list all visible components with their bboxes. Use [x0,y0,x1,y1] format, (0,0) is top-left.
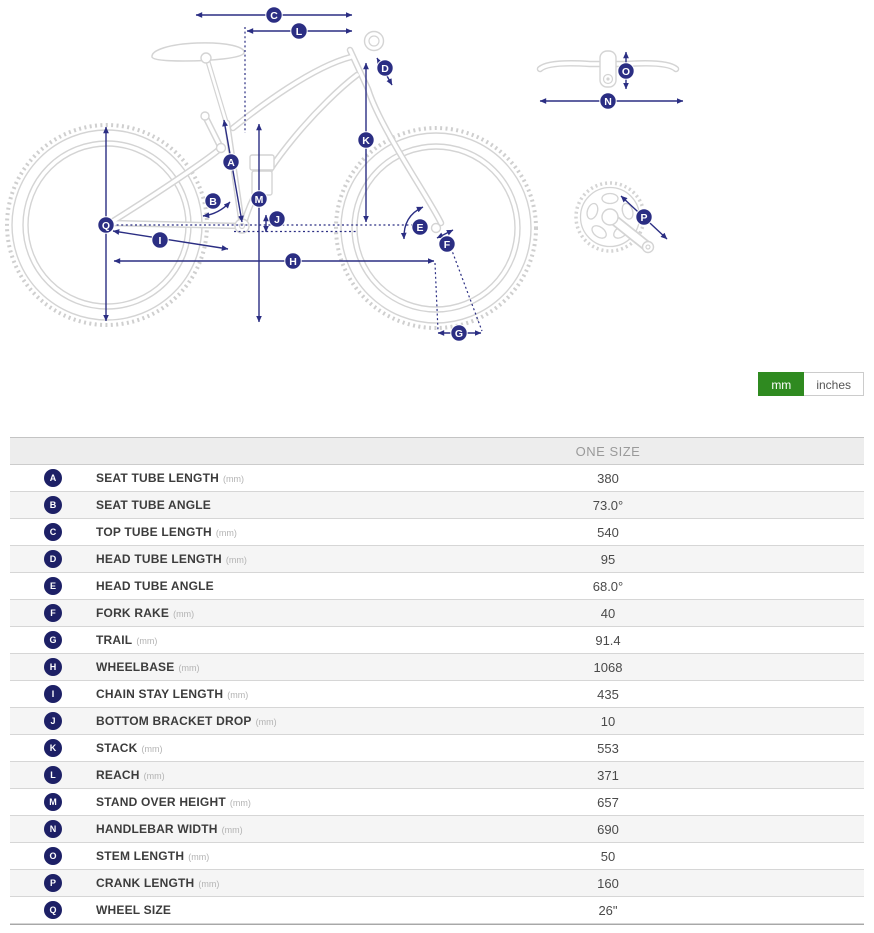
table-header-row [10,438,864,465]
row-label: TRAIL [96,633,133,647]
row-value: 10 [600,713,616,729]
row-letter-badge: D [44,550,62,568]
diagram-label-q [98,217,114,233]
svg-text:K: K [362,134,370,147]
table-row [10,546,864,573]
rear-shock [250,155,274,195]
diagram-label-l [291,23,307,39]
row-label: HEAD TUBE ANGLE [96,579,214,593]
diagram-label-i [152,232,168,248]
row-letter-badge: G [44,631,62,649]
handlebar-grip [365,32,384,51]
row-label: HANDLEBAR WIDTH [96,822,218,836]
table-row [10,627,864,654]
row-unit: (mm) [229,798,251,808]
bike-frame [110,32,441,234]
table-row [10,816,864,843]
svg-text:M: M [254,193,264,206]
row-value: 540 [597,524,619,540]
row-label: STACK [96,741,138,755]
diagram-label-d [377,60,393,76]
svg-text:H: H [289,255,297,268]
row-value: 26" [598,902,618,918]
svg-text:Q: Q [101,219,111,232]
inches-toggle-button[interactable]: inches [804,372,864,396]
table-row [10,573,864,600]
row-label: WHEELBASE [96,660,175,674]
table-body [10,465,864,924]
diagram-label-j [269,211,285,227]
unit-toggle [758,372,864,396]
svg-text:A: A [227,156,235,169]
row-label: SEAT TUBE LENGTH [96,471,219,485]
table-row [10,681,864,708]
svg-text:P: P [640,211,648,224]
bike-geometry-diagram [0,0,874,360]
row-letter-badge: M [44,793,62,811]
geometry-table [10,437,864,925]
row-letter-badge: O [44,847,62,865]
row-value: 160 [597,875,619,891]
row-value: 91.4 [595,632,621,648]
svg-text:N: N [604,95,612,108]
row-value: 690 [597,821,619,837]
table-row [10,843,864,870]
row-letter-badge: K [44,739,62,757]
row-letter-badge: C [44,523,62,541]
row-unit: (mm) [136,636,158,646]
table-row [10,870,864,897]
row-label: TOP TUBE LENGTH [96,525,212,539]
row-unit: (mm) [222,474,244,484]
row-unit: (mm) [188,852,210,862]
svg-text:G: G [454,327,464,340]
row-unit: (mm) [198,879,220,889]
svg-text:E: E [416,221,424,234]
row-value: 1068 [593,659,623,675]
diagram-label-n [600,93,616,109]
row-letter-badge: P [44,874,62,892]
crank-spindle [602,209,618,225]
handlebar-top-view [540,51,676,87]
row-value: 380 [597,470,619,486]
row-letter-badge: J [44,712,62,730]
row-label: REACH [96,768,140,782]
svg-text:L: L [295,25,303,38]
row-label: CRANK LENGTH [96,876,195,890]
diagram-label-h [285,253,301,269]
row-value: 95 [600,551,616,567]
diagram-label-e [412,219,428,235]
row-label: STAND OVER HEIGHT [96,795,226,809]
size-column-header: ONE SIZE [575,443,641,459]
diagram-label-c [266,7,282,23]
row-letter-badge: E [44,577,62,595]
svg-text:I: I [158,234,162,247]
seat-clamp [201,53,211,63]
table-row [10,519,864,546]
row-label: CHAIN STAY LENGTH [96,687,224,701]
row-value: 435 [597,686,619,702]
row-label: FORK RAKE [96,606,170,620]
row-letter-badge: I [44,685,62,703]
svg-text:F: F [443,238,451,251]
row-unit: (mm) [143,771,165,781]
row-unit: (mm) [215,528,237,538]
row-label: STEM LENGTH [96,849,185,863]
row-letter-badge: Q [44,901,62,919]
bike-diagram-svg [0,0,874,360]
pedal-hole [643,242,654,253]
row-label: HEAD TUBE LENGTH [96,552,222,566]
diagram-label-o [618,63,634,79]
saddle [152,43,244,61]
diagram-label-f [439,236,455,252]
row-letter-badge: A [44,469,62,487]
diagram-label-m [251,191,267,207]
diagram-label-g [451,325,467,341]
row-value: 40 [600,605,616,621]
mm-toggle-button[interactable]: mm [758,372,804,396]
svg-text:J: J [274,213,280,226]
row-letter-badge: F [44,604,62,622]
table-row [10,492,864,519]
table-row [10,762,864,789]
row-value: 50 [600,848,616,864]
row-unit: (mm) [255,717,277,727]
row-label: WHEEL SIZE [96,903,172,917]
svg-text:C: C [270,9,278,22]
table-row [10,735,864,762]
row-label: SEAT TUBE ANGLE [96,498,212,512]
table-row [10,708,864,735]
row-unit: (mm) [227,690,249,700]
row-value: 553 [597,740,619,756]
row-letter-badge: B [44,496,62,514]
toggle-row [0,360,874,437]
diagram-label-b [205,193,221,209]
row-unit: (mm) [225,555,247,565]
row-unit: (mm) [178,663,200,673]
svg-text:B: B [209,195,217,208]
table-row [10,465,864,492]
row-unit: (mm) [173,609,195,619]
table-row [10,654,864,681]
table-row [10,600,864,627]
diagram-label-k [358,132,374,148]
svg-text:D: D [381,62,389,75]
row-letter-badge: H [44,658,62,676]
svg-text:O: O [621,65,631,78]
row-unit: (mm) [141,744,163,754]
row-label: BOTTOM BRACKET DROP [96,714,252,728]
row-letter-badge: N [44,820,62,838]
front-hub [432,224,441,233]
table-row [10,897,864,924]
row-unit: (mm) [221,825,243,835]
diagram-label-p [636,209,652,225]
row-value: 73.0° [592,497,624,513]
diagram-label-a [223,154,239,170]
row-value: 657 [597,794,619,810]
row-value: 371 [597,767,619,783]
row-value: 68.0° [592,578,624,594]
table-row [10,789,864,816]
row-letter-badge: L [44,766,62,784]
